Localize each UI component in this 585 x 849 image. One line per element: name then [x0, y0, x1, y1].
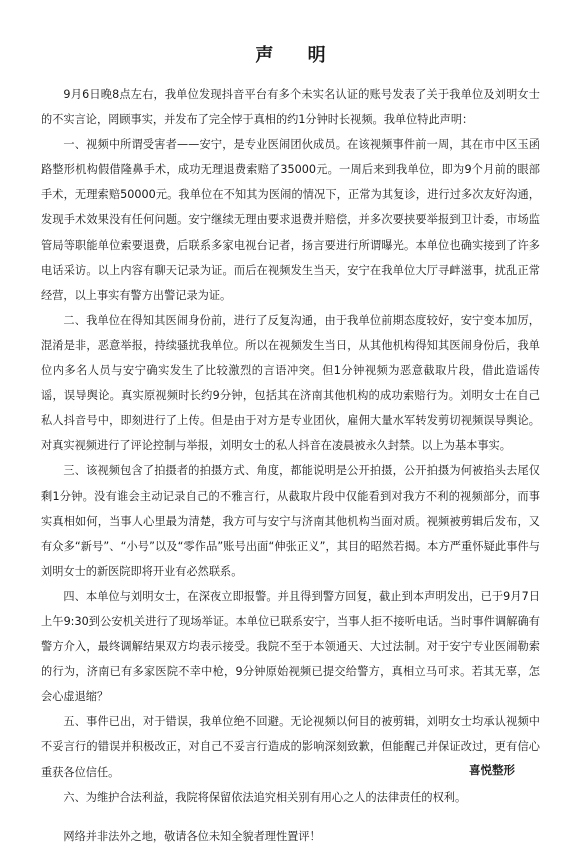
- paragraph-5: 五、事件已出，对于错误，我单位绝不回避。无论视频以何目的被剪辑，刘明女士均承认视频中不妥言行的错误并积极改正，对自己不妥言行造成的影响深刻致歉，但能醒己并保证改过，更有信心重获各位信任。: [41, 715, 540, 779]
- paragraph-2: 二、我单位在得知其医闹身份前，进行了反复沟通，由于我单位前期态度较好，安宁变本加厉，混淆是非，恶意举报，持续骚扰我单位。所以在视频发生当日，从其他机构得知其医闹身份后，我单位内多名人员与安宁确实发生了比较激烈的言语冲突。但1分钟视频为恶意截取片段，借此造谣传谣，误导舆论。真实原视频时长约9分钟，包括其在济南其他机构的成功索赔行为。刘明女士在自己私人抖音号中，即刻进行了上传。但是由于对方是专业团伙，雇佣大量水军转发剪切视频误导舆论。对真实视频进行了评论控制与举报，刘明女士的私人抖音在凌晨被永久封禁。以上为基本事实。: [41, 313, 540, 453]
- paragraph-1: 一、视频中所谓受害者——安宁，是专业医闹团伙成员。在该视频事件前一周，其在市中区玉函路整形机构假借隆鼻手术，成功无理退费索赔了35000元。一周后来到我单位，即为9个月前的眼部手术，无理索赔50000元。我单位在不知其为医闹的情况下，正常为其复诊，进行过多次友好沟通，发现手术效果没有任何问题。安宁继续无理由要求退费并赔偿，并多次要挟要举报到卫计委，市场监管局等职能单位索要退费，后联系多家电视台记者，扬言要进行所谓曝光。本单位也确实接到了许多电话采访。以上内容有聊天记录为证。而后在视频发生当天，安宁在我单位大厅寻衅滋事，扰乱正常经营，以上事实有警方出警记录为证。: [41, 138, 540, 302]
- paragraph-6: 六、为维护合法利益，我院将保留依法追究相关别有用心之人的法律责任的权利。: [63, 790, 467, 804]
- closing-line: 网络并非法外之地，敬请各位未知全貌者理性置评！: [63, 829, 321, 843]
- document-title: 声 明: [255, 45, 340, 66]
- signature: 喜悦整形: [469, 763, 515, 777]
- paragraph-3: 三、该视频包含了拍摄者的拍摄方式、角度，都能说明是公开拍摄，公开拍摄为何被掐头去尾仅剩1分钟。没有谁会主动记录自己的不雅言行，从截取片段中仅能看到对我方不利的视频部分，而事实真相如何，当事人心里最为清楚，我方可与安宁与济南其他机构当面对质。视频被剪辑后发布，又有众多“新号”、“小号”以及“零作品”账号出面“伸张正义”，其目的昭然若揭。本方严重怀疑此事件与刘明女士的新医院即将开业有必然联系。: [41, 464, 540, 578]
- paragraph-4: 四、本单位与刘明女士，在深夜立即报警。并且得到警方回复，截止到本声明发出，已于9月7日上午9:30到公安机关进行了现场举证。本单位已联系安宁，当事人拒不接听电话。当时事件调解确有警方介入，最终调解结果双方均表示接受。我院不至于本领通天、大过法制。对于安宁专业医闹勒索的行为，济南已有多家医院不幸中枪，9分钟原始视频已提交给警方，真相立马可求。若其无辜，怎会心虚退缩？: [41, 589, 540, 704]
- intro-paragraph: 9月6日晚8点左右，我单位发现抖音平台有多个未实名认证的账号发表了关于我单位及刘明女士的不实言论，罔顾事实，并发布了完全悖于真相的约1分钟时长视频。我单位特此声明：: [41, 88, 540, 127]
